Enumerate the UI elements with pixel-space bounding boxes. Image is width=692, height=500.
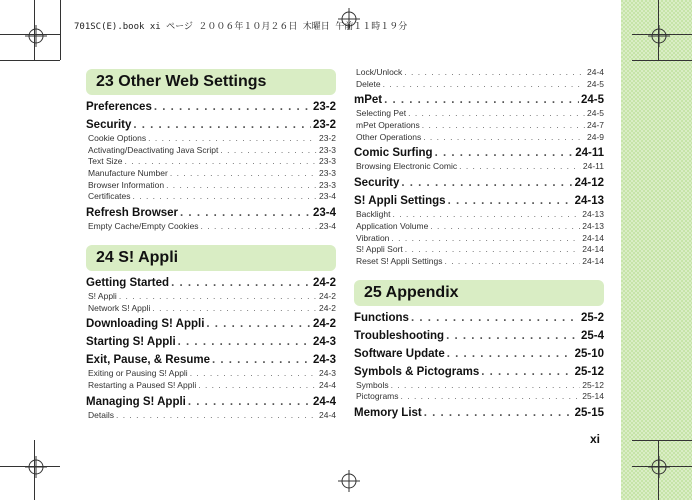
toc-entry-label: Security	[354, 177, 400, 190]
leader-dots	[125, 156, 317, 168]
leader-dots	[448, 194, 573, 209]
leader-dots	[408, 108, 585, 120]
page-number: xi	[590, 432, 601, 446]
toc-entry[interactable]	[86, 100, 336, 115]
toc-subentry-label: Symbols	[356, 379, 389, 390]
leader-dots	[446, 329, 579, 344]
toc-subentry-page: 23-3	[318, 179, 336, 190]
leader-dots	[220, 145, 317, 157]
toc-subentry-label: Pictograms	[356, 391, 399, 402]
toc-subentry-page: 24-14	[582, 255, 604, 266]
toc-subentry[interactable]	[86, 168, 336, 180]
chapter-23-title: 23 Other Web Settings	[86, 69, 336, 95]
toc-subentry-label: Exiting or Pausing S! Appli	[88, 368, 188, 379]
toc-subentry[interactable]	[354, 380, 604, 392]
toc-subentry-label: S! Appli Sort	[356, 244, 403, 255]
leader-dots	[190, 368, 317, 380]
toc-subentry[interactable]	[354, 391, 604, 403]
leader-dots	[391, 380, 581, 392]
toc-subentry[interactable]	[86, 221, 336, 233]
toc-entry-label: Software Update	[354, 347, 445, 360]
toc-subentry[interactable]	[86, 368, 336, 380]
toc-subentry-page: 23-3	[318, 144, 336, 155]
toc-subentry-page: 24-3	[318, 368, 336, 379]
toc-entry[interactable]	[354, 347, 604, 362]
toc-entry-page: 23-2	[312, 119, 336, 131]
toc-entry-page: 25-15	[574, 406, 604, 419]
toc-entry-label: Troubleshooting	[354, 329, 445, 342]
toc-subentry-page: 23-4	[318, 191, 336, 202]
toc-subentry-page: 23-3	[318, 168, 336, 179]
toc-subentry-label: S! Appli	[88, 290, 117, 301]
leader-dots	[133, 191, 317, 203]
toc-subentry-label: Browser Information	[88, 179, 165, 190]
leader-dots	[188, 395, 311, 410]
toc-entry-label: Functions	[354, 311, 409, 324]
toc-entry-label: Symbols & Pictograms	[354, 365, 480, 378]
crop-mark	[632, 440, 692, 441]
toc-subentry[interactable]	[354, 67, 604, 79]
leader-dots	[166, 180, 317, 192]
toc-entry[interactable]	[354, 93, 604, 108]
leader-dots	[171, 276, 311, 291]
leader-dots	[405, 244, 580, 256]
toc-subentry-page: 24-5	[586, 78, 604, 89]
toc-entry-label: Exit, Pause, & Resume	[86, 354, 210, 367]
toc-subentry-page: 24-7	[586, 120, 604, 131]
leader-dots	[422, 120, 585, 132]
spacer	[354, 268, 604, 278]
leader-dots	[178, 335, 311, 350]
toc-subentry-label: Application Volume	[356, 220, 429, 231]
toc-entry-page: 24-3	[312, 354, 336, 367]
toc-entry[interactable]	[86, 335, 336, 350]
toc-entry-page: 24-3	[312, 336, 336, 349]
registration-mark-icon	[25, 25, 47, 47]
toc-entry-label: Memory List	[354, 406, 422, 419]
toc-subentry-page: 24-4	[586, 67, 604, 77]
toc-left-column	[86, 67, 336, 421]
chapter-24-title: 24 S! Appli	[86, 245, 336, 271]
toc-entry[interactable]	[86, 118, 336, 133]
leader-dots	[148, 133, 317, 145]
toc-entry-label: Preferences	[86, 101, 152, 113]
leader-dots	[119, 291, 317, 303]
toc-subentry[interactable]	[86, 180, 336, 192]
toc-subentry-label: Text Size	[88, 156, 123, 167]
leader-dots	[383, 79, 585, 91]
toc-entry-label: S! Appli Settings	[354, 195, 446, 208]
toc-subentry[interactable]	[86, 291, 336, 303]
toc-subentry-label: Lock/Unlock	[356, 67, 403, 77]
leader-dots	[152, 303, 317, 315]
toc-subentry-label: Delete	[356, 78, 381, 89]
toc-entry-label: mPet	[354, 94, 383, 107]
toc-subentry-label: Other Operations	[356, 131, 422, 142]
toc-subentry[interactable]	[354, 233, 604, 245]
leader-dots	[212, 353, 311, 368]
toc-subentry-label: Manufacture Number	[88, 168, 168, 179]
toc-subentry-label: Empty Cache/Empty Cookies	[88, 221, 199, 232]
leader-dots	[404, 67, 585, 79]
toc-entry[interactable]	[86, 276, 336, 291]
leader-dots	[459, 161, 581, 173]
crop-mark	[60, 0, 61, 60]
toc-entry-page: 24-2	[312, 318, 336, 331]
toc-subentry[interactable]	[354, 209, 604, 221]
toc-entry-label: Getting Started	[86, 276, 170, 289]
toc-entry-page: 24-5	[580, 94, 604, 107]
toc-subentry-page: 24-5	[586, 108, 604, 119]
toc-subentry-label: Selecting Pet	[356, 108, 407, 119]
toc-subentry[interactable]	[354, 120, 604, 132]
toc-subentry-label: Reset S! Appli Settings	[356, 255, 443, 266]
leader-dots	[198, 380, 317, 392]
toc-subentry-label: Network S! Appli	[88, 302, 151, 313]
toc-subentry-page: 24-14	[582, 244, 604, 255]
registration-mark-icon	[648, 25, 670, 47]
toc-entry[interactable]	[86, 206, 336, 221]
toc-entry-label: Managing S! Appli	[86, 395, 186, 408]
toc-entry-page: 24-11	[575, 147, 604, 160]
leader-dots	[133, 118, 311, 133]
toc-entry-label: Downloading S! Appli	[86, 318, 205, 331]
leader-dots	[201, 221, 317, 233]
toc-subentry[interactable]	[354, 244, 604, 256]
chapter-25-title: 25 Appendix	[354, 280, 604, 306]
registration-mark-icon	[25, 456, 47, 478]
leader-dots	[170, 168, 317, 180]
toc-entry[interactable]	[86, 395, 336, 410]
toc-subentry-page: 24-11	[582, 161, 604, 172]
toc-subentry-page: 23-4	[318, 221, 336, 232]
leader-dots	[424, 406, 573, 421]
registration-mark-icon	[648, 456, 670, 478]
leader-dots	[430, 221, 580, 233]
spacer	[86, 233, 336, 243]
toc-subentry[interactable]	[86, 303, 336, 315]
toc-subentry-label: Browsing Electronic Comic	[356, 161, 458, 172]
toc-subentry[interactable]	[86, 191, 336, 203]
toc-entry[interactable]	[354, 146, 604, 161]
toc-subentry-label: Cookie Options	[88, 133, 147, 143]
toc-entry-label: Starting S! Appli	[86, 336, 176, 349]
crop-mark	[632, 60, 692, 61]
leader-dots	[444, 256, 580, 268]
leader-dots	[401, 391, 581, 403]
toc-subentry[interactable]	[86, 133, 336, 145]
toc-subentry[interactable]	[86, 145, 336, 157]
toc-subentry-page: 24-4	[318, 379, 336, 390]
toc-subentry[interactable]	[354, 108, 604, 120]
toc-subentry[interactable]	[86, 380, 336, 392]
toc-subentry-label: Activating/Deactivating Java Script	[88, 144, 219, 155]
toc-subentry-page: 24-2	[318, 302, 336, 313]
registration-mark-icon	[338, 470, 360, 492]
toc-subentry-page: 24-9	[586, 131, 604, 142]
toc-entry-label: Security	[86, 119, 132, 131]
leader-dots	[384, 93, 579, 108]
toc-entry-page: 24-2	[312, 276, 336, 289]
toc-subentry-page: 24-2	[318, 290, 336, 301]
leader-dots	[401, 176, 572, 191]
toc-subentry[interactable]	[86, 156, 336, 168]
leader-dots	[435, 146, 574, 161]
toc-subentry-page: 24-13	[582, 209, 604, 220]
leader-dots	[447, 347, 573, 362]
toc-subentry-page: 23-2	[318, 133, 336, 143]
toc-entry-page: 25-2	[580, 311, 604, 324]
toc-entry[interactable]	[354, 194, 604, 209]
toc-subentry-page: 24-4	[318, 409, 336, 420]
toc-subentry-label: mPet Operations	[356, 120, 420, 131]
toc-entry-label: Refresh Browser	[86, 207, 179, 220]
toc-entry-page: 25-4	[580, 329, 604, 342]
toc-entry-page: 24-13	[574, 195, 604, 208]
toc-right-column	[354, 67, 604, 421]
toc-entry[interactable]	[354, 406, 604, 421]
leader-dots	[154, 100, 311, 115]
leader-dots	[411, 311, 579, 326]
toc-subentry-label: Backlight	[356, 209, 391, 220]
toc-subentry-page: 25-12	[582, 379, 604, 390]
toc-subentry[interactable]	[354, 79, 604, 91]
leader-dots	[393, 209, 581, 221]
toc-subentry-label: Restarting a Paused S! Appli	[88, 379, 197, 390]
leader-dots	[116, 410, 317, 422]
toc-entry-page: 23-2	[312, 101, 336, 113]
leader-dots	[481, 365, 572, 380]
toc-subentry-label: Vibration	[356, 232, 390, 243]
toc-subentry[interactable]	[354, 221, 604, 233]
crop-mark	[0, 60, 60, 61]
toc-subentry-page: 25-14	[582, 391, 604, 402]
toc-entry-page: 24-4	[312, 395, 336, 408]
side-tab-strip	[621, 0, 692, 500]
toc-entry-page: 23-4	[312, 207, 336, 220]
toc-subentry-label: Certificates	[88, 191, 131, 202]
leader-dots	[206, 317, 311, 332]
toc-entry-page: 25-12	[574, 365, 604, 378]
toc-subentry[interactable]	[354, 256, 604, 268]
toc-entry[interactable]	[354, 365, 604, 380]
leader-dots	[180, 206, 311, 221]
running-header: 701SC(E).book xi ページ ２００６年１０月２６日 木曜日 午前１１時１９分	[74, 22, 408, 32]
leader-dots	[391, 233, 580, 245]
toc-entry[interactable]	[86, 353, 336, 368]
toc-entry[interactable]	[86, 317, 336, 332]
leader-dots	[423, 132, 585, 144]
toc-entry-page: 25-10	[574, 347, 604, 360]
toc-entry[interactable]	[354, 329, 604, 344]
toc-entry-label: Comic Surfing	[354, 147, 433, 160]
toc-subentry[interactable]	[354, 161, 604, 173]
toc-subentry[interactable]	[354, 132, 604, 144]
toc-subentry-page: 24-14	[582, 232, 604, 243]
toc-entry-page: 24-12	[574, 177, 604, 190]
toc-subentry-label: Details	[88, 409, 114, 420]
toc-subentry-page: 24-13	[582, 220, 604, 231]
toc-subentry[interactable]	[86, 410, 336, 422]
toc-entry[interactable]	[354, 176, 604, 191]
toc-subentry-page: 23-3	[318, 156, 336, 167]
toc-entry[interactable]	[354, 311, 604, 326]
